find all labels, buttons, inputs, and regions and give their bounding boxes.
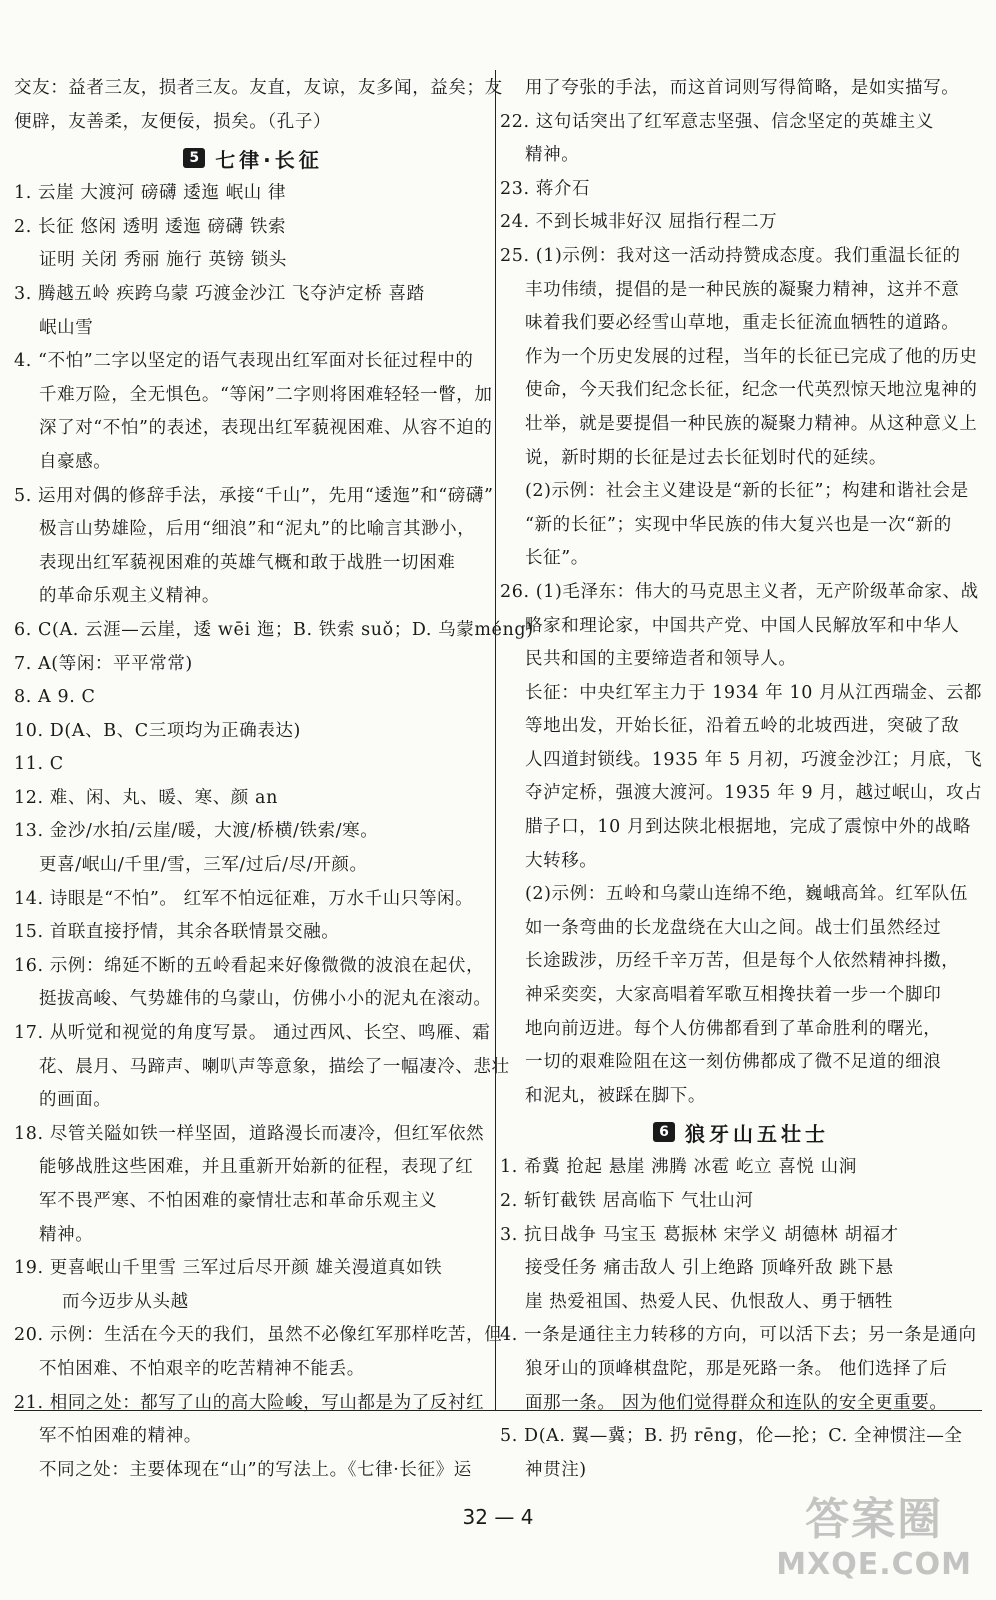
answer-line: 自豪感。 xyxy=(39,451,112,472)
answer-line: 11. C xyxy=(14,754,64,775)
answer-line: 10. D(A、B、C三项均为正确表达) xyxy=(14,720,301,741)
answer-line: 大转移。 xyxy=(525,850,598,871)
answer-line: 13. 金沙/水拍/云崖/暖，大渡/桥横/铁索/寒。 xyxy=(14,821,379,842)
answer-line: 用了夸张的手法，而这首词则写得简略，是如实描写。 xyxy=(525,78,960,98)
answer-line: 岷山雪 xyxy=(39,317,94,338)
answer-line: 夺泸定桥，强渡大渡河。1935 年 9 月，越过岷山，攻占 xyxy=(525,783,983,804)
answer-line: 4. 一条是通往主力转移的方向，可以活下去；另一条是通向 xyxy=(500,1325,977,1346)
answer-line: 神贯注) xyxy=(525,1459,587,1480)
right-column xyxy=(500,72,982,1487)
answer-line: 更喜/岷山/千里/雪，三军/过后/尽/开颜。 xyxy=(39,855,368,876)
answer-line: 3. 抗日战争 马宝玉 葛振林 宋学义 胡德林 胡福才 xyxy=(500,1224,899,1245)
answer-line: 精神。 xyxy=(525,145,580,166)
answer-line: 能够战胜这些困难，并且重新开始新的征程，表现了红 xyxy=(39,1157,474,1178)
answer-line: 25. (1)示例：我对这一活动持赞成态度。我们重温长征的 xyxy=(500,245,961,266)
answer-line: 的革命乐观主义精神。 xyxy=(39,586,220,607)
answer-line: 丰功伟绩，提倡的是一种民族的凝聚力精神，这并不意 xyxy=(525,279,960,300)
answer-line: (2)示例：五岭和乌蒙山连绵不绝，巍峨高耸。红军队伍 xyxy=(525,884,968,905)
answer-line: “新的长征”；实现中华民族的伟大复兴也是一次“新的 xyxy=(525,514,952,535)
answer-line: 的画面。 xyxy=(39,1090,112,1111)
answer-line: 便辟，友善柔，友便佞，损矣。（孔子） xyxy=(14,111,332,132)
answer-line: 4. “不怕”二字以坚定的语气表现出红军面对长征过程中的 xyxy=(14,351,474,372)
answer-line: 腊子口，10 月到达陕北根据地，完成了震惊中外的战略 xyxy=(525,817,971,838)
answer-line: 16. 示例：绵延不断的五岭看起来好像微微的波浪在起伏， xyxy=(14,955,485,976)
answer-line: 1. 云崖 大渡河 磅礴 逶迤 岷山 律 xyxy=(14,183,287,204)
answer-line: 极言山势雄险，后用“细浪”和“泥丸”的比喻言其渺小， xyxy=(39,519,476,540)
answer-line: 证明 关闭 秀丽 施行 英镑 锁头 xyxy=(39,250,288,271)
answer-line: 如一条弯曲的长龙盘绕在大山之间。战士们虽然经过 xyxy=(525,917,942,938)
section-title: 七律·长征 xyxy=(215,147,323,172)
answer-line: 长征”。 xyxy=(525,548,589,569)
site-watermark xyxy=(776,1483,972,1582)
answer-line: 2. 斩钉截铁 居高临下 气壮山河 xyxy=(500,1191,754,1211)
answer-line: 19. 更喜岷山千里雪 三军过后尽开颜 雄关漫道真如铁 xyxy=(14,1258,443,1279)
answer-line: 壮举，就是要提倡一种民族的凝聚力精神。从这种意义上 xyxy=(525,413,978,434)
left-column xyxy=(14,72,534,1487)
answer-line: 说，新时期的长征是过去长征划时代的延续。 xyxy=(525,447,887,468)
answer-line: 交友：益者三友，损者三友。友直，友谅，友多闻，益矣；友 xyxy=(14,78,503,98)
section-number-badge: 6 xyxy=(653,1122,675,1142)
answer-line: 不怕困难、不怕艰辛的吃苦精神不能丢。 xyxy=(39,1358,365,1379)
answer-line: 17. 从听觉和视觉的角度写景。 通过西风、长空、鸣雁、霜 xyxy=(14,1023,491,1044)
answer-line: 精神。 xyxy=(39,1224,94,1245)
answer-line: 和泥丸，被踩在脚下。 xyxy=(525,1085,706,1106)
answer-line: 味着我们要必经雪山草地，重走长征流血牺牲的道路。 xyxy=(525,313,960,334)
watermark-url: MXQE.COM xyxy=(776,1547,972,1582)
answer-line: 深了对“不怕”的表述，表现出红军藐视困难、从容不迫的 xyxy=(39,418,493,439)
answer-line: 一切的艰难险阻在这一刻仿佛都成了微不足道的细浪 xyxy=(525,1052,942,1073)
answer-line: 民共和国的主要缔造者和领导人。 xyxy=(525,649,797,670)
answer-line: 面那一条。 因为他们觉得群众和连队的安全更重要。 xyxy=(525,1392,948,1413)
answer-line: 接受任务 痛击敌人 引上绝路 顶峰歼敌 跳下悬 xyxy=(525,1258,894,1279)
answer-line: 略家和理论家，中国共产党、中国人民解放军和中华人 xyxy=(525,615,960,636)
footer-rule xyxy=(14,1410,982,1411)
answer-line: (2)示例：社会主义建设是“新的长征”；构建和谐社会是 xyxy=(525,481,969,502)
answer-line: 长途跋涉，历经千辛万苦，但是每个人依然精神抖擞， xyxy=(525,951,960,972)
watermark-logo-text: 答案圈 xyxy=(805,1494,944,1545)
answer-line: 12. 难、闲、丸、暖、寒、颜 an xyxy=(14,787,278,808)
answer-line: 22. 这句话突出了红军意志坚强、信念坚定的英雄主义 xyxy=(500,111,934,132)
section-heading-6 xyxy=(500,1113,982,1151)
answer-line: 24. 不到长城非好汉 屈指行程二万 xyxy=(500,212,778,233)
answer-line: 挺拔高峻、气势雄伟的乌蒙山，仿佛小小的泥丸在滚动。 xyxy=(39,989,492,1010)
answer-line: 军不怕困难的精神。 xyxy=(39,1426,202,1447)
answer-line: 20. 示例：生活在今天的我们，虽然不必像红军那样吃苦，但 xyxy=(14,1325,503,1346)
answer-line: 而今迈步从头越 xyxy=(62,1291,189,1312)
answer-line: 人四道封锁线。1935 年 5 月初，巧渡金沙江；月底，飞 xyxy=(525,749,983,770)
answer-line: 3. 腾越五岭 疾跨乌蒙 巧渡金沙江 飞夺泸定桥 喜踏 xyxy=(14,283,425,304)
section-title: 狼牙山五壮士 xyxy=(685,1121,829,1146)
answer-line: 14. 诗眼是“不怕”。 红军不怕远征难，万水千山只等闲。 xyxy=(14,888,474,909)
column-divider xyxy=(495,70,496,1410)
answer-line: 等地出发，开始长征，沿着五岭的北坡西进，突破了敌 xyxy=(525,716,960,737)
answer-line: 1. 希冀 抢起 悬崖 沸腾 冰雹 屹立 喜悦 山涧 xyxy=(500,1157,857,1178)
answer-line: 军不畏严寒、不怕困难的豪情壮志和革命乐观主义 xyxy=(39,1191,438,1211)
answer-line: 崖 热爱祖国、热爱人民、仇恨敌人、勇于牺牲 xyxy=(525,1291,894,1312)
answer-line: 表现出红军藐视困难的英雄气概和敢于战胜一切困难 xyxy=(39,552,456,573)
answer-line: 21. 相同之处：都写了山的高大险峻，写山都是为了反衬红 xyxy=(14,1392,485,1413)
answer-line: 狼牙山的顶峰棋盘陀，那是死路一条。 他们选择了后 xyxy=(525,1358,948,1379)
answer-line: 8. A 9. C xyxy=(14,687,96,708)
answer-line: 花、晨月、马蹄声、喇叭声等意象，描绘了一幅凄冷、悲壮 xyxy=(39,1056,510,1077)
answer-line: 使命，今天我们纪念长征，纪念一代英烈惊天地泣鬼神的 xyxy=(525,380,978,401)
answer-line: 18. 尽管关隘如铁一样坚固，道路漫长而凄冷，但红军依然 xyxy=(14,1123,485,1144)
answer-line: 23. 蒋介石 xyxy=(500,178,591,199)
answer-line: 作为一个历史发展的过程，当年的长征已完成了他的历史 xyxy=(525,346,978,367)
answer-line: 地向前迈进。每个人仿佛都看到了革命胜利的曙光， xyxy=(525,1018,942,1039)
answer-line: 不同之处：主要体现在“山”的写法上。《七律·长征》运 xyxy=(39,1459,472,1480)
answer-line: 神采奕奕，大家高唱着军歌互相搀扶着一步一个脚印 xyxy=(525,985,942,1006)
answer-line: 15. 首联直接抒情，其余各联情景交融。 xyxy=(14,922,340,943)
section-heading-5 xyxy=(14,139,492,177)
page-number: 32 — 4 xyxy=(462,1505,534,1529)
answer-line: 长征：中央红军主力于 1934 年 10 月从江西瑞金、云都 xyxy=(525,682,983,703)
section-number-badge: 5 xyxy=(183,148,205,168)
answer-line: 5. D(A. 翼—冀；B. 扔 rēng，伦—抡；C. 全神惯注—全 xyxy=(500,1426,963,1447)
answer-line: 26. (1)毛泽东：伟大的马克思主义者，无产阶级革命家、战 xyxy=(500,581,979,602)
answer-line: 千难万险，全无惧色。“等闲”二字则将困难轻轻一瞥，加 xyxy=(39,384,493,405)
answer-line: 6. C(A. 云涯—云崖，逶 wēi 迤；B. 铁索 suǒ；D. 乌蒙méng) xyxy=(14,619,534,640)
answer-line: 2. 长征 悠闲 透明 逶迤 磅礴 铁索 xyxy=(14,216,287,237)
answer-line: 7. A(等闲：平平常常) xyxy=(14,653,193,674)
answer-line: 5. 运用对偶的修辞手法，承接“千山”，先用“逶迤”和“磅礴” xyxy=(14,485,494,506)
